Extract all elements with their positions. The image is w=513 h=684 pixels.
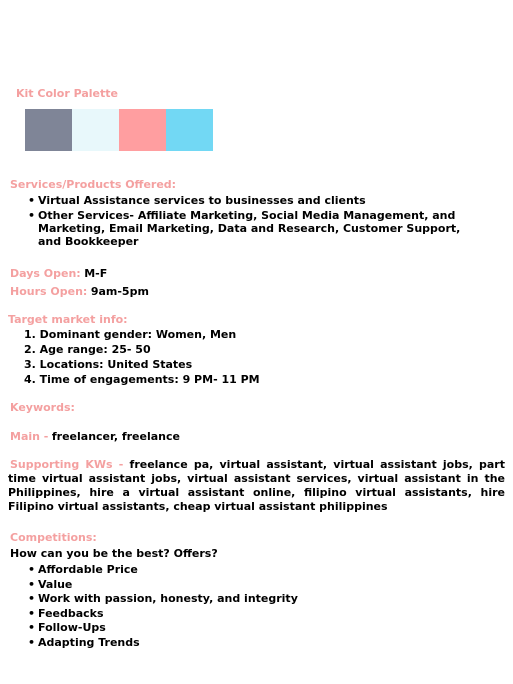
main-keyword-value: freelancer, freelance: [51, 430, 180, 443]
hours-open-row: [10, 285, 505, 299]
main-keyword-row: [10, 430, 505, 444]
competitions-section: [10, 531, 505, 650]
supporting-keywords-value: freelance pa, virtual assistant, virtual assistant jobs, part time virtual assistant jobs, virtual assistant services, virtual assistant in the Philippines, hire a virtual assistant online, filipino virtual assistants, hire Filipino virtual assistants, cheap virtual assistant philippines: [8, 458, 505, 513]
hours-open-value: 9am-5pm: [90, 285, 149, 298]
swatch-pink: [119, 109, 166, 151]
competitions-list: [10, 563, 505, 649]
hours-open-label: Hours Open:: [10, 285, 88, 298]
list-item: 1. Dominant gender: Women, Men: [24, 328, 237, 341]
list-item: 2. Age range: 25- 50: [24, 343, 151, 356]
keywords-heading: Keywords:: [10, 401, 75, 414]
days-open-row: [10, 267, 505, 281]
services-list: [10, 194, 505, 248]
days-open-label: Days Open:: [10, 267, 81, 280]
services-section: [10, 178, 505, 249]
palette-title: Kit Color Palette: [16, 87, 118, 100]
target-market-section: [8, 313, 505, 387]
swatch-sky: [166, 109, 213, 151]
list-item: • Other Services- Affiliate Marketing, Social Media Management, and Marketing, Email Marketing, Data and Research, Customer Support, and Bookkeeper: [10, 209, 505, 248]
list-item: • Value: [10, 578, 505, 591]
list-item: • Feedbacks: [10, 607, 505, 620]
competitions-question: How can you be the best? Offers?: [10, 547, 218, 560]
competitions-heading: Competitions:: [10, 531, 97, 544]
services-heading: Services/Products Offered:: [10, 178, 177, 191]
list-item: • Adapting Trends: [10, 636, 505, 649]
target-market-list: [8, 327, 505, 387]
color-swatches: [25, 109, 213, 151]
list-item: • Work with passion, honesty, and integrity: [10, 592, 505, 605]
swatch-ice: [72, 109, 119, 151]
supporting-keywords-paragraph: [8, 458, 505, 514]
target-market-heading: Target market info:: [8, 313, 128, 326]
list-item: • Follow-Ups: [10, 621, 505, 634]
list-item: • Virtual Assistance services to businesses and clients: [10, 194, 505, 207]
supporting-keywords-label: Supporting KWs -: [10, 458, 124, 471]
list-item: • Affordable Price: [10, 563, 505, 576]
swatch-slate: [25, 109, 72, 151]
list-item: 4. Time of engagements: 9 PM- 11 PM: [24, 373, 260, 386]
main-keyword-label: Main -: [10, 430, 49, 443]
list-item: 3. Locations: United States: [24, 358, 193, 371]
days-open-value: M-F: [84, 267, 108, 280]
